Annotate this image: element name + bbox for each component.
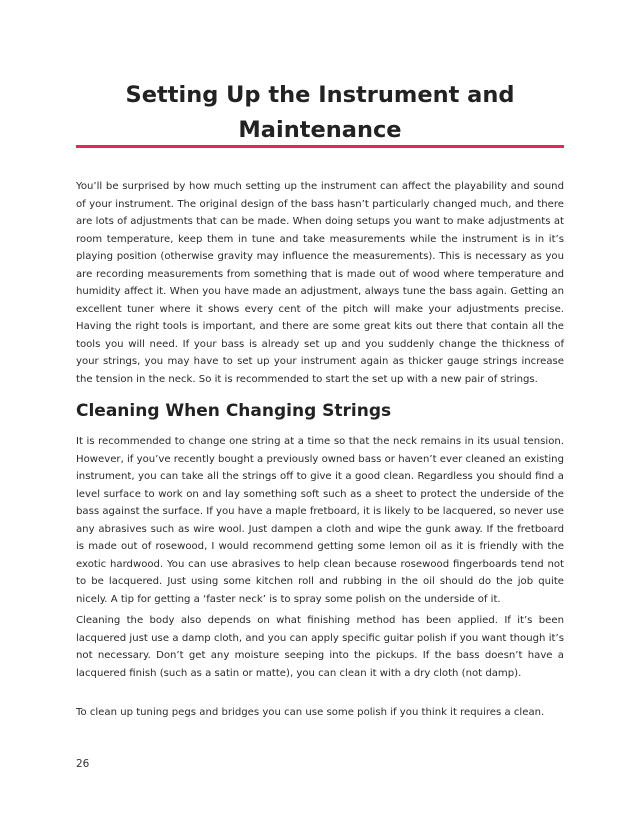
page-number: 26 (76, 758, 90, 770)
section-paragraph-1: It is recommended to change one string at a time so that the neck remains in its usual tension. However, if you’ve recently bought a previously owned bass or haven’t ever cleaned an existing instrument, you can take all the strings off to give it a good clean. Regardless you should find a level surface to work on and lay something soft such as a sheet to protect the underside of the bass against the surface. If you have a maple fretboard, it is likely to be lacquered, so never use any abrasives such as wire wool. Just dampen a cloth and wipe the gunk away. If the fretboard is made out of rosewood, I would recommend getting some lemon oil as it is friendly with the exotic hardwood. You can use abrasives to help clean because rosewood fingerboards tend not to be lacquered. Just using some kitchen roll and rubbing in the oil should do the job quite nicely. A tip for getting a ‘faster neck’ is to spray some polish on the underside of it. (76, 436, 564, 605)
section-paragraph-2: Cleaning the body also depends on what finishing method has been applied. If it’s been lacquered just use a damp cloth, and you can apply specific guitar polish if you want though it’s not necessary. Don’t get any moisture seeping into the pickups. If the bass doesn’t have a lacquered finish (such as a satin or matte), you can clean it with a dry cloth (not damp). (76, 615, 564, 679)
page-title: Setting Up the Instrument and Maintenance (125, 82, 515, 143)
title-divider (76, 145, 564, 148)
section-paragraph-3: To clean up tuning pegs and bridges you can use some polish if you think it requires a clean. (76, 707, 545, 718)
intro-paragraph: You’ll be surprised by how much setting up the instrument can affect the playability and sound of your instrument. The original design of the bass hasn’t particularly changed much, and there are lots of adjustments that can be made. When doing setups you want to make adjustments at room temperature, keep them in tune and take measurements while the instrument is in it’s playing position (otherwise gravity may influence the measurements). This is necessary as you are recording measurements from something that is made out of wood where temperature and humidity affect it. When you have made an adjustment, always tune the bass again. Getting an excellent tuner where it shows every cent of the pitch will make your adjustments precise. Having the right tools is important, and there are some great kits out there that contain all the tools you will need. If your bass is already set up and you suddenly change the thickness of your strings, you may have to set up your instrument again as thicker gauge strings increase the tension in the neck. So it is recommended to start the set up with a new pair of strings. (76, 181, 564, 385)
section-heading: Cleaning When Changing Strings (76, 401, 392, 421)
